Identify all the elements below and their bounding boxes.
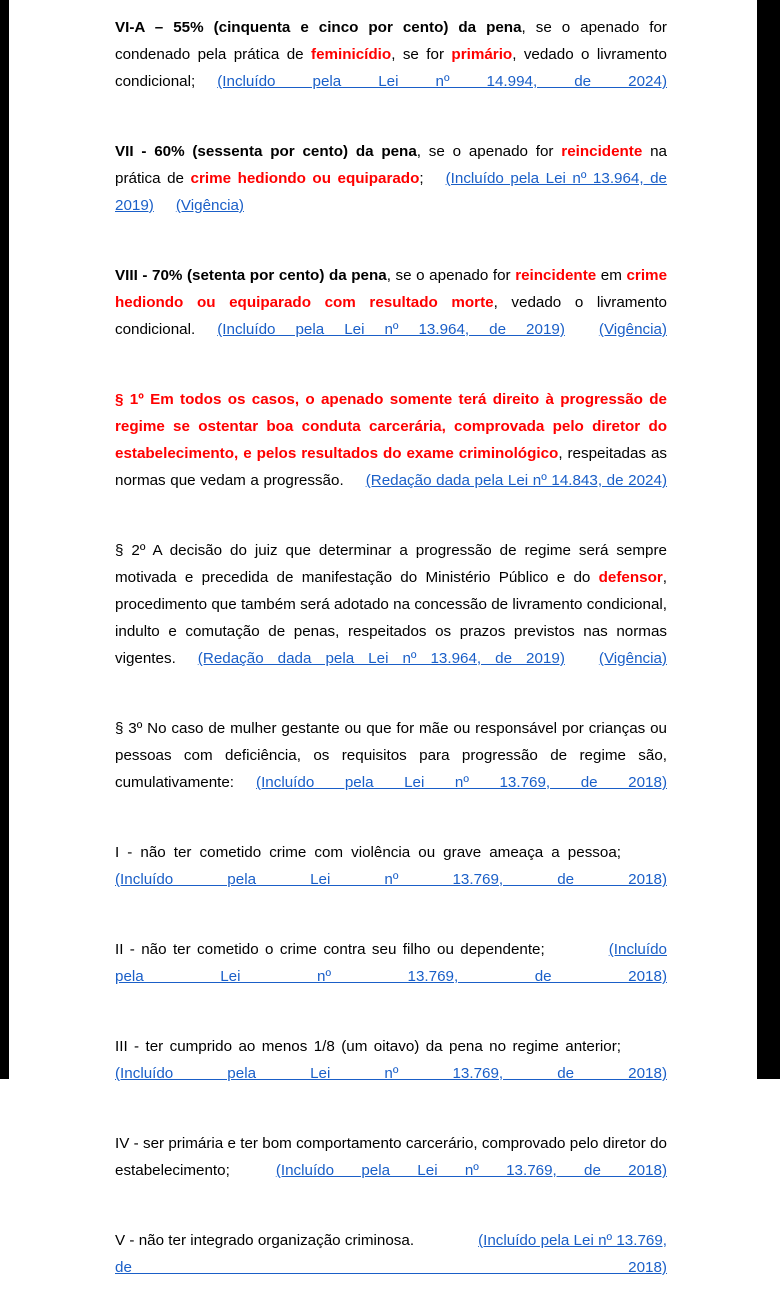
link-lei-13769-2018[interactable]: (Incluído pela Lei nº 13.769, de 2018) (115, 941, 667, 985)
inciso-vi-a-red-2: primário (451, 46, 513, 63)
inciso-vii-red-1: reincidente (561, 143, 643, 160)
inciso-viii-red-1: reincidente (515, 267, 597, 284)
inciso-vi-a-lead: VI-A – 55% (cinquenta e cinco por cento) da pena (115, 19, 522, 36)
paragraph-inciso-i (115, 839, 667, 920)
paragraph-2 (115, 537, 667, 699)
inciso-ii-text-1: II - não ter cometido o crime contra seu filho ou dependente; (115, 941, 545, 958)
inciso-vi-a-text-1: , se o apenado for condenado pela prática de (115, 19, 667, 63)
link-lei-13769-2018[interactable]: (Incluído pela Lei nº 13.769, de 2018) (115, 1065, 667, 1082)
link-lei-14994-2024[interactable]: (Incluído pela Lei nº 14.994, de 2024) (217, 73, 667, 90)
inciso-viii-text-1: , se o apenado for (386, 267, 516, 284)
paragraph-2-text-2: , procedimento que também será adotado na concessão de livramento condicional, indulto e comutação de penas, respeitados os prazos previstos nas normas vigentes. (115, 569, 667, 667)
inciso-vii-lead: VII - 60% (sessenta por cento) da pena (115, 143, 417, 160)
inciso-viii-text-2: em (596, 267, 627, 284)
inciso-vii-red-2: crime hediondo ou equiparado (190, 170, 420, 187)
inciso-vii-text-2: na prática de (115, 143, 667, 187)
paragraph-inciso-v (115, 1227, 667, 1308)
link-vigencia[interactable]: (Vigência) (598, 650, 667, 667)
link-lei-13769-2018[interactable]: (Incluído pela Lei nº 13.769, de 2018) (115, 1232, 667, 1276)
link-lei-13964-2019[interactable]: (Incluído pela Lei nº 13.964, de 2019) (217, 321, 565, 338)
paragraph-1 (115, 386, 667, 521)
paragraph-inciso-ii (115, 936, 667, 1017)
paragraph-2-red-1: defensor (598, 569, 663, 586)
paragraph-inciso-vii (115, 138, 667, 246)
inciso-vi-a-red-1: feminicídio (311, 46, 392, 63)
document-text-column (115, 0, 667, 1308)
paragraph-inciso-vi-a (115, 14, 667, 122)
inciso-vi-a-text-2: , se for (391, 46, 452, 63)
paragraph-3-text-1: § 3º No caso de mulher gestante ou que for mãe ou responsável por crianças ou pessoas com deficiência, os requisitos para progressão de regime são, cumulativamente: (115, 720, 667, 791)
page-frame-right-bar (757, 0, 780, 1079)
paragraph-1-text-1: , respeitadas as normas que vedam a progressão. (115, 445, 668, 489)
paragraph-inciso-viii (115, 262, 667, 370)
link-lei-14843-2024[interactable]: (Redação dada pela Lei nº 14.843, de 2024) (365, 472, 668, 489)
paragraph-1-red-lead: § 1º Em todos os casos, o apenado somente terá direito à progressão de regime se ostentar boa conduta carcerária, comprovada pelo diretor do estabelecimento, e pelos resultados do exame criminológico (115, 391, 667, 462)
inciso-iv-text-1: IV - ser primária e ter bom comportamento carcerário, comprovado pelo diretor do estabelecimento; (115, 1135, 667, 1179)
inciso-vii-text-1: , se o apenado for (416, 143, 562, 160)
link-lei-13964-2019[interactable]: (Incluído pela Lei nº 13.964, de 2019) (115, 170, 668, 214)
inciso-viii-red-2: crime hediondo ou equiparado com resultado morte (115, 267, 668, 311)
page-frame-left-bar (0, 0, 9, 1079)
paragraph-3 (115, 715, 667, 823)
paragraph-2-text-1: § 2º A decisão do juiz que determinar a progressão de regime será sempre motivada e precedida de manifestação do Ministério Público e do (115, 542, 667, 586)
inciso-vii-text-3: ; (419, 170, 424, 187)
link-lei-13769-2018[interactable]: (Incluído pela Lei nº 13.769, de 2018) (115, 871, 667, 888)
link-lei-13769-2018[interactable]: (Incluído pela Lei nº 13.769, de 2018) (256, 774, 667, 791)
link-vigencia[interactable]: (Vigência) (175, 197, 244, 214)
inciso-v-text-1: V - não ter integrado organização criminosa. (115, 1232, 415, 1249)
inciso-iii-text-1: III - ter cumprido ao menos 1/8 (um oitavo) da pena no regime anterior; (115, 1038, 621, 1055)
link-lei-13769-2018[interactable]: (Incluído pela Lei nº 13.769, de 2018) (275, 1162, 667, 1179)
inciso-vi-a-text-3: , vedado o livramento condicional; (115, 46, 667, 90)
link-lei-13964-2019[interactable]: (Redação dada pela Lei nº 13.964, de 2019) (197, 650, 565, 667)
paragraph-inciso-iv (115, 1130, 667, 1211)
paragraph-inciso-iii (115, 1033, 667, 1114)
inciso-viii-text-3: , vedado o livramento condicional. (115, 294, 667, 338)
link-vigencia[interactable]: (Vigência) (598, 321, 667, 338)
inciso-viii-lead: VIII - 70% (setenta por cento) da pena (115, 267, 387, 284)
inciso-i-text-1: I - não ter cometido crime com violência ou grave ameaça a pessoa; (115, 844, 621, 861)
